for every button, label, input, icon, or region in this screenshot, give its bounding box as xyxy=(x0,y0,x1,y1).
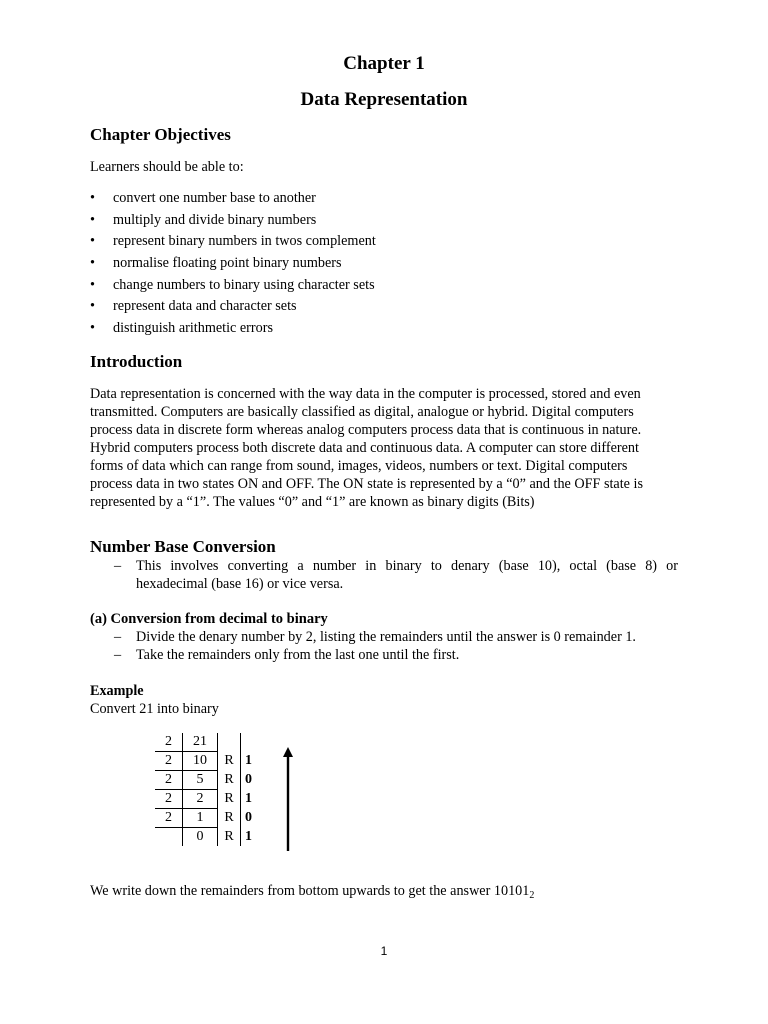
divisor-cell: 2 xyxy=(155,809,183,828)
chapter-title: Data Representation xyxy=(300,89,468,110)
quotient-cell: 10 xyxy=(183,752,218,771)
remainder-label-cell: R xyxy=(218,771,241,790)
chapter-number: Chapter 1 xyxy=(343,53,425,74)
paragraph-line: represented by a “1”. The values “0” and “1” are known as binary digits (Bits) xyxy=(90,494,535,510)
quotient-cell: 21 xyxy=(183,733,218,752)
remainder-bit-cell: 1 xyxy=(245,828,252,844)
remainder-bit-cell: 0 xyxy=(245,810,252,825)
divisor-cell: 2 xyxy=(155,752,183,771)
paragraph-line: Data representation is concerned with the way data in the computer is processed, stored and even xyxy=(90,386,641,402)
paragraph-line: process data in discrete form whereas analog computers process data that is continuous in nature. xyxy=(90,422,642,438)
table-row xyxy=(155,733,271,752)
section-a-step-2: Take the remainders only from the last one until the first. xyxy=(136,647,460,663)
table-row xyxy=(155,790,271,809)
paragraph-line: process data in two states ON and OFF. The ON state is represented by a “0” and the OFF state is xyxy=(90,476,643,492)
quotient-cell: 1 xyxy=(183,809,218,828)
objective-item: • distinguish arithmetic errors xyxy=(90,318,376,340)
remainder-bit-cell: 0 xyxy=(245,772,252,787)
introduction-heading: Introduction xyxy=(90,352,183,371)
section-a-step-1: Divide the denary number by 2, listing the remainders until the answer is 0 remainder 1. xyxy=(136,629,636,645)
objectives-heading: Chapter Objectives xyxy=(90,125,231,144)
remainder-label-cell xyxy=(218,733,241,752)
page-number: 1 xyxy=(380,944,388,958)
number-base-heading: Number Base Conversion xyxy=(90,537,276,556)
table-row xyxy=(155,752,271,771)
objective-item: • convert one number base to another xyxy=(90,188,376,210)
divisor-cell xyxy=(155,828,183,847)
objective-item: • change numbers to binary using character sets xyxy=(90,275,376,297)
dash-bullet: – xyxy=(114,558,122,574)
conclusion-text: We write down the remainders from bottom upwards to get the answer 10101 xyxy=(90,883,530,899)
remainder-label-cell: R xyxy=(218,790,241,809)
table-row xyxy=(155,771,271,790)
introduction-paragraph xyxy=(90,385,680,511)
example-prompt: Convert 21 into binary xyxy=(90,701,219,717)
example-conclusion xyxy=(90,882,534,905)
paragraph-line: forms of data which can range from sound, images, videos, numbers or text. Digital computers xyxy=(90,458,628,474)
objectives-intro: Learners should be able to: xyxy=(90,159,244,175)
number-base-line-2: hexadecimal (base 16) or vice versa. xyxy=(136,576,344,592)
dash-bullet: – xyxy=(114,629,122,645)
remainder-label-cell: R xyxy=(218,752,241,771)
divisor-cell: 2 xyxy=(155,733,183,752)
remainder-bit-cell: 1 xyxy=(245,791,252,806)
paragraph-line: transmitted. Computers are basically classified as digital, analogue or hybrid. Digital computers xyxy=(90,404,634,420)
objective-item: • represent data and character sets xyxy=(90,296,376,318)
quotient-cell: 2 xyxy=(183,790,218,809)
answer-base-subscript: 2 xyxy=(529,890,535,901)
remainder-label-cell: R xyxy=(218,828,241,847)
section-a-heading: (a) Conversion from decimal to binary xyxy=(90,611,328,627)
objective-item: • normalise floating point binary numbers xyxy=(90,253,376,275)
remainder-bit-cell: 1 xyxy=(245,753,252,768)
dash-bullet: – xyxy=(114,647,122,663)
quotient-cell: 0 xyxy=(183,828,218,847)
objectives-list xyxy=(90,188,376,340)
table-row xyxy=(155,828,271,847)
paragraph-line: Hybrid computers process both discrete data and continuous data. A computer can store different xyxy=(90,440,639,456)
remainder-label-cell: R xyxy=(218,809,241,828)
example-heading: Example xyxy=(90,683,144,699)
objective-item: • represent binary numbers in twos complement xyxy=(90,231,376,253)
divisor-cell: 2 xyxy=(155,790,183,809)
division-table xyxy=(155,733,271,846)
quotient-cell: 5 xyxy=(183,771,218,790)
number-base-line-1: This involves converting a number in binary to denary (base 10), octal (base 8) or xyxy=(136,558,678,574)
remainder-bit-cell xyxy=(241,733,272,752)
table-row xyxy=(155,809,271,828)
divisor-cell: 2 xyxy=(155,771,183,790)
upward-arrow-icon xyxy=(281,747,295,851)
objective-item: • multiply and divide binary numbers xyxy=(90,210,376,232)
